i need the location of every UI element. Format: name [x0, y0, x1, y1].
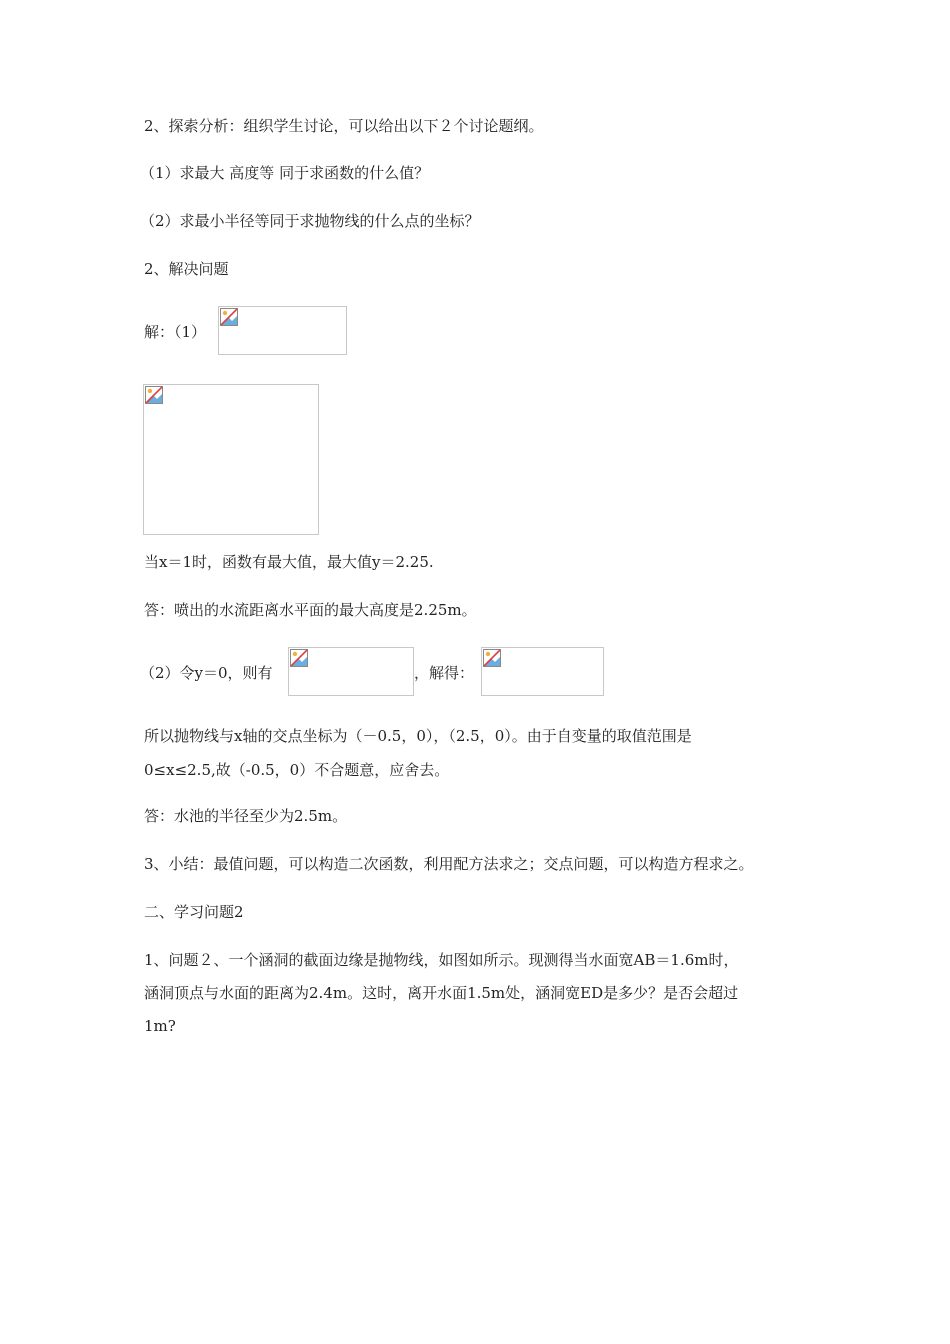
text-line: （2）求最小半径等同于求抛物线的什么点的坐标？: [140, 212, 480, 230]
text-line: 二、学习问题2: [144, 903, 244, 921]
text-line: 2、解决问题: [144, 260, 229, 278]
graph-image: [143, 384, 319, 535]
text-line: 答：喷出的水流距离水平面的最大高度是2.25m。: [144, 601, 477, 619]
text-line: 1、问题２、一个涵洞的截面边缘是抛物线，如图如所示。现测得当水面宽AB＝1.6m时，: [144, 951, 739, 969]
text-line: 答：水池的半径至少为2.5m。: [144, 807, 348, 825]
text-line: ，解得：: [414, 664, 475, 682]
broken-image-icon: [483, 649, 501, 667]
broken-image-icon: [145, 386, 163, 404]
text-line: 涵洞顶点与水面的距离为2.4m。这时，离开水面1.5m处，涵洞宽ED是多少？是否会超过: [144, 984, 739, 1002]
text-line: 所以抛物线与x轴的交点坐标为（－0.5，0），（2.5，0）。由于自变量的取值范围是: [144, 727, 692, 745]
broken-image-icon: [220, 308, 238, 326]
text-line: （1）求最大 高度等 同于求函数的什么值？: [140, 164, 430, 182]
text-line: 2、探索分析：组织学生讨论，可以给出以下２个讨论题纲。: [144, 117, 544, 135]
text-line: 0≤x≤2.5,故（-0.5，0）不合题意，应舍去。: [144, 761, 450, 779]
broken-image-icon: [290, 649, 308, 667]
text-line: 3、小结：最值问题，可以构造二次函数，利用配方法求之；交点问题，可以构造方程求之。: [144, 855, 754, 873]
equation-image: [481, 647, 604, 696]
text-line: （2）令y＝0，则有: [140, 664, 273, 682]
text-line: 当x＝1时，函数有最大值，最大值y＝2.25.: [144, 553, 434, 571]
text-line: 解：（1）: [144, 323, 207, 341]
equation-image: [218, 306, 347, 355]
equation-image: [288, 647, 414, 696]
text-line: 1m?: [144, 1017, 176, 1035]
